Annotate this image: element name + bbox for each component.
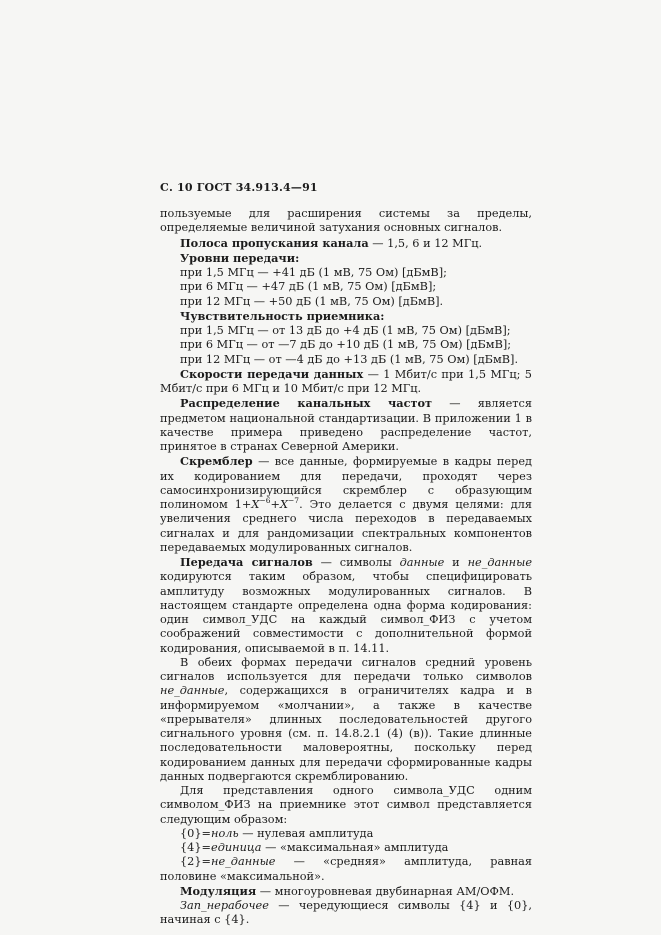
symbol-desc: — «средняя» амплитуда, равная половине «максимальной».	[160, 855, 532, 883]
modulation-label: Модуляция	[180, 883, 257, 898]
symbol-code: {0}=	[180, 826, 212, 840]
signalling-text-3: кодируются таким образом, чтобы специфицировать амплитуду возможных модулированных сигналов. В настоящем стандарте определена одна форма кодирования: один символ_УДС на каждый символ_ФИЗ с учетом соображений совместимости с дополнительной формой кодирования, описываемой в п. 14.11.	[160, 570, 532, 655]
idle-text: — чередующиеся символы {4} и {0}, начиная с {4}.	[160, 899, 532, 927]
symbol-data: данные	[399, 556, 445, 569]
modulation-paragraph	[160, 884, 532, 899]
rx-sensitivity-item: при 1,5 МГц — от 13 дБ до +4 дБ (1 мВ, 75 Ом) [дБмВ];	[180, 324, 511, 337]
scrambler-text-1: — все данные, формируемые в кадры перед их кодированием для передачи, проходят через самосинхронизирующийся скремблер с образующим полиномом 1+	[160, 455, 532, 511]
rx-sensitivity-label: Чувствительность приемника:	[180, 308, 385, 323]
polynomial-x1: X	[251, 498, 260, 511]
idle-paragraph	[160, 899, 532, 928]
both-forms-text-2: , содержащихся в ограничителях кадра и в информируемом «молчании», а также в качестве «прерывателя» длинных последовательностей другого сигнального уровня (см. п. 14.8.2.1 (4) (в)). Такие длинные последовательности маловероятны, поскольку перед кодированием данных для передачи сформированные кадры данных подвергаются скремблированию.	[160, 684, 532, 783]
symbol-non-data: не_данные	[467, 556, 533, 569]
both-forms-paragraph	[160, 656, 532, 784]
tx-level-item: при 12 МГц — +50 дБ (1 мВ, 75 Ом) [дБмВ].	[180, 294, 444, 308]
idle-label: Зап_нерабочее	[180, 899, 269, 912]
modulation-text: — многоуровневая двубинарная АМ/ОФМ.	[256, 884, 515, 898]
scrambler-paragraph	[160, 454, 532, 555]
signalling-text-2: и	[444, 556, 468, 569]
bandwidth-label: Полоса пропускания канала	[180, 235, 369, 250]
representation-paragraph: Для представления одного символа_УДС одним символом_ФИЗ на приемнике этот символ представляется следующим образом:	[160, 784, 532, 826]
symbol-non-data: не_данные	[160, 684, 225, 698]
symbol-name: ноль	[211, 826, 239, 840]
signalling-text-1: — символы	[312, 556, 400, 569]
channel-distribution-paragraph	[160, 396, 532, 454]
tx-level-item: при 1,5 МГц — +41 дБ (1 мВ, 75 Ом) [дБмВ];	[180, 266, 447, 279]
symbol-name: не_данные	[211, 855, 276, 869]
symbol-desc: — нулевая амплитуда	[238, 826, 374, 840]
scrambler-label: Скремблер	[180, 454, 253, 469]
data-rates-text: — 1 Мбит/с при 1,5 МГц; 5 Мбит/с при 6 МГц и 10 Мбит/с при 12 МГц.	[160, 367, 532, 395]
signalling-paragraph	[160, 555, 532, 656]
symbol-desc: — «максимальная» амплитуда	[261, 841, 449, 854]
symbol-non-data-item	[160, 855, 532, 884]
tx-level-item: при 6 МГц — +47 дБ (1 мВ, 75 Ом) [дБмВ];	[180, 280, 437, 294]
channel-distribution-text: — является предметом национальной стандартизации. В приложении 1 в качестве примера приведено распределение частот, принятое в странах Северной Америки.	[160, 397, 532, 453]
tx-levels-heading	[160, 251, 532, 266]
rx-sensitivity-heading	[160, 309, 532, 324]
page-header: С. 10 ГОСТ 34.913.4—91	[160, 181, 318, 194]
data-rates-label: Скорости передачи данных	[180, 366, 364, 381]
data-rates-paragraph	[160, 367, 532, 397]
scrambler-text-2: . Это делается с двумя целями: для увеличения среднего числа переходов в передаваемых сигналах и для рандомизации спектральных компонентов передаваемых модулированных сигналов.	[160, 498, 532, 554]
symbol-code: {4}=	[180, 841, 212, 854]
symbol-code: {2}=	[180, 855, 212, 869]
symbol-zero-item	[160, 827, 532, 841]
document-body	[160, 207, 532, 928]
polynomial-x2: X	[279, 498, 288, 511]
bandwidth-line	[160, 236, 532, 251]
paragraph-continuation: пользуемые для расширения системы за пределы, определяемые величиной затухания основных сигналов.	[160, 207, 532, 235]
signalling-label: Передача сигналов	[180, 555, 313, 569]
symbol-one-item	[160, 841, 532, 855]
polynomial-exp2: −7	[288, 496, 300, 506]
rx-sensitivity-item: при 6 МГц — от —7 дБ до +10 дБ (1 мВ, 75 Ом) [дБмВ];	[180, 338, 512, 352]
rx-sensitivity-item: при 12 МГц — от —4 дБ до +13 дБ (1 мВ, 75 Ом) [дБмВ].	[180, 352, 519, 366]
polynomial-plus: +	[270, 498, 280, 511]
tx-levels-label: Уровни передачи:	[180, 250, 300, 265]
both-forms-text-1: В обеих формах передачи сигналов средний уровень сигналов используется для передачи только символов	[160, 655, 532, 683]
channel-distribution-label: Распределение канальных частот	[180, 396, 432, 411]
bandwidth-text: — 1,5, 6 и 12 МГц.	[368, 236, 483, 250]
symbol-name: единица	[211, 841, 262, 854]
polynomial-exp1: −6	[259, 496, 271, 506]
